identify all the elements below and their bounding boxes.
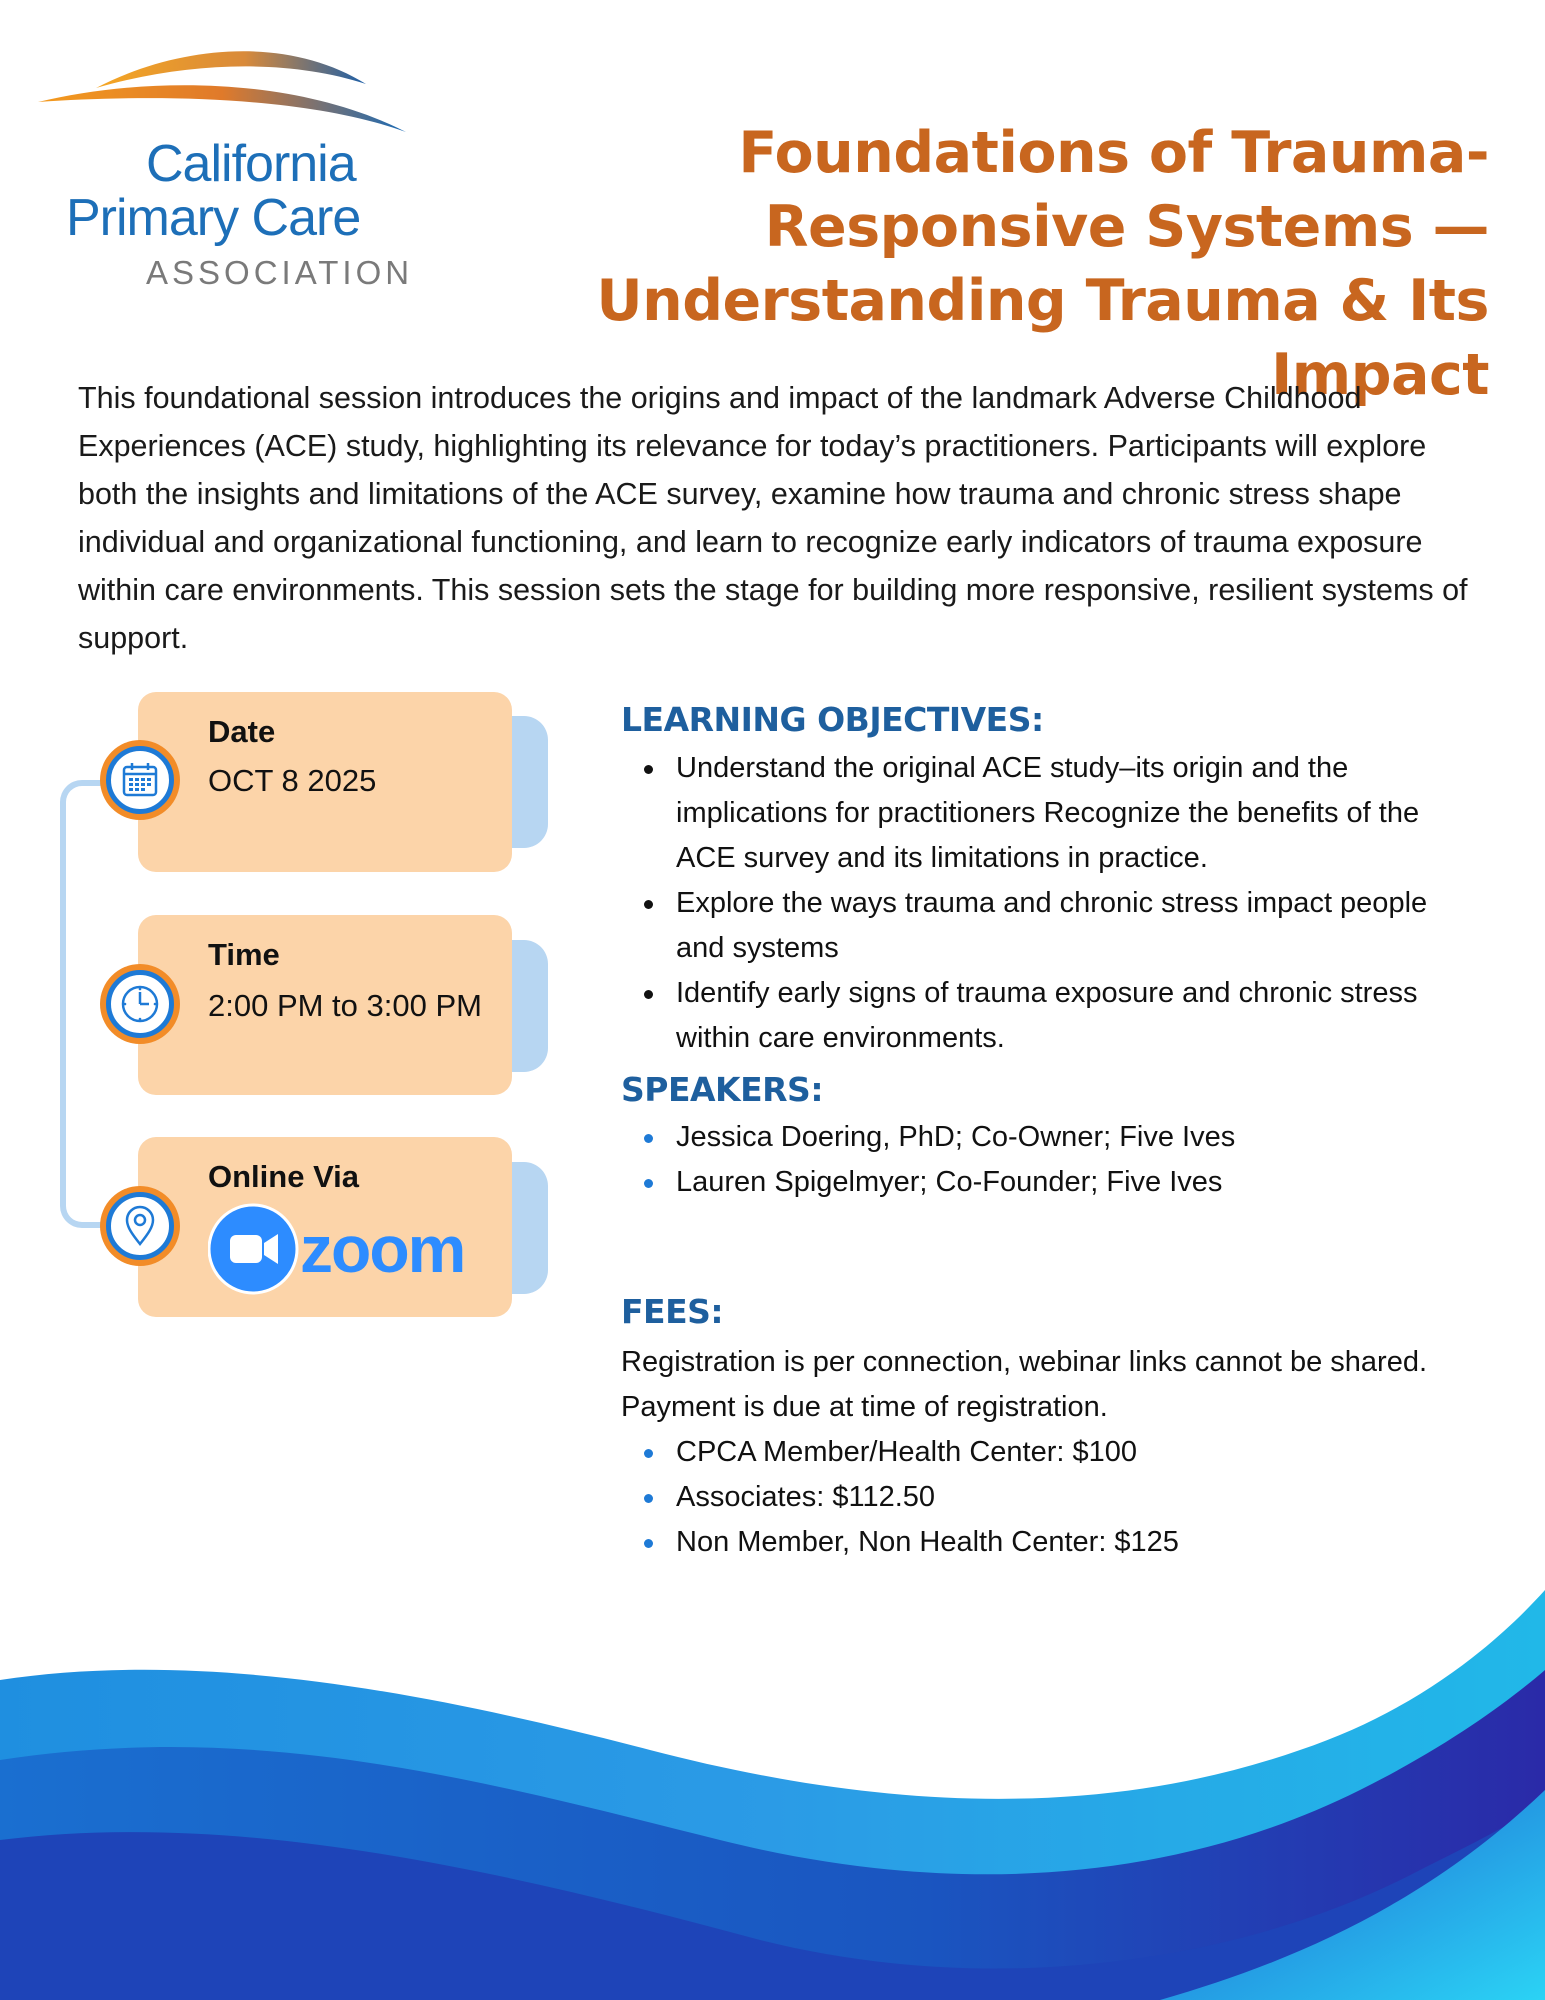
logo-text-california: California xyxy=(146,135,356,193)
location-pin-icon-badge xyxy=(100,1186,180,1266)
card-online-label: Online Via xyxy=(208,1159,360,1194)
intro-paragraph: This foundational session introduces the origins and impact of the landmark Adverse Childhood Experiences (ACE) study, highlighting its relevance for today’s practitioners. Participants will explore both the insights and limitations of the ACE survey, examine how trauma and chronic stress shape individual and organizational functioning, and learn to recognize early indicators of trauma exposure within care environments. This session sets the stage for building more responsive, resilient systems of support. xyxy=(78,381,1468,655)
zoom-logo-icon xyxy=(208,1199,488,1299)
zoom-text: zoom xyxy=(300,1212,465,1286)
calendar-icon-badge xyxy=(100,740,180,820)
list-item: CPCA Member/Health Center: $100 xyxy=(640,1430,1480,1475)
location-pin-icon xyxy=(120,1204,160,1248)
card-date xyxy=(138,692,512,872)
decorative-waves xyxy=(0,1540,1545,2000)
list-item: Explore the ways trauma and chronic stress impact people and systems xyxy=(640,881,1480,971)
card-time-value: 2:00 PM to 3:00 PM xyxy=(208,988,482,1023)
card-time xyxy=(138,915,512,1095)
learning-objectives-list xyxy=(640,746,1480,1061)
card-online xyxy=(138,1137,512,1317)
fees-description: Registration is per connection, webinar links cannot be shared. Payment is due at time of registration. xyxy=(621,1346,1428,1423)
card-time-label: Time xyxy=(208,937,280,972)
clock-icon xyxy=(119,983,161,1025)
list-item: Lauren Spigelmyer; Co-Founder; Five Ives xyxy=(640,1160,1480,1205)
list-item: Associates: $112.50 xyxy=(640,1475,1480,1520)
clock-icon-badge xyxy=(100,964,180,1044)
page-title: Foundations of Trauma-Responsive Systems — Understanding Trauma & Its Impact xyxy=(596,120,1489,408)
logo-text-association: ASSOCIATION xyxy=(146,254,414,291)
speakers-list xyxy=(640,1115,1480,1205)
list-item: Identify early signs of trauma exposure and chronic stress within care environments. xyxy=(640,971,1480,1061)
card-date-value: OCT 8 2025 xyxy=(208,763,377,798)
cpca-logo xyxy=(36,36,416,296)
fees-heading: FEES: xyxy=(621,1292,724,1331)
list-item: Jessica Doering, PhD; Co-Owner; Five Ives xyxy=(640,1115,1480,1160)
learning-objectives-heading: LEARNING OBJECTIVES: xyxy=(621,700,1044,739)
logo-swoosh-icon xyxy=(36,36,416,146)
speakers-heading: SPEAKERS: xyxy=(621,1070,824,1109)
card-date-label: Date xyxy=(208,714,276,749)
list-item: Understand the original ACE study–its origin and the implications for practitioners Recognize the benefits of the ACE survey and its limitations in practice. xyxy=(640,746,1480,881)
list-item: Non Member, Non Health Center: $125 xyxy=(640,1520,1480,1565)
calendar-icon xyxy=(120,760,160,800)
logo-text-primary-care: Primary Care xyxy=(66,189,361,247)
